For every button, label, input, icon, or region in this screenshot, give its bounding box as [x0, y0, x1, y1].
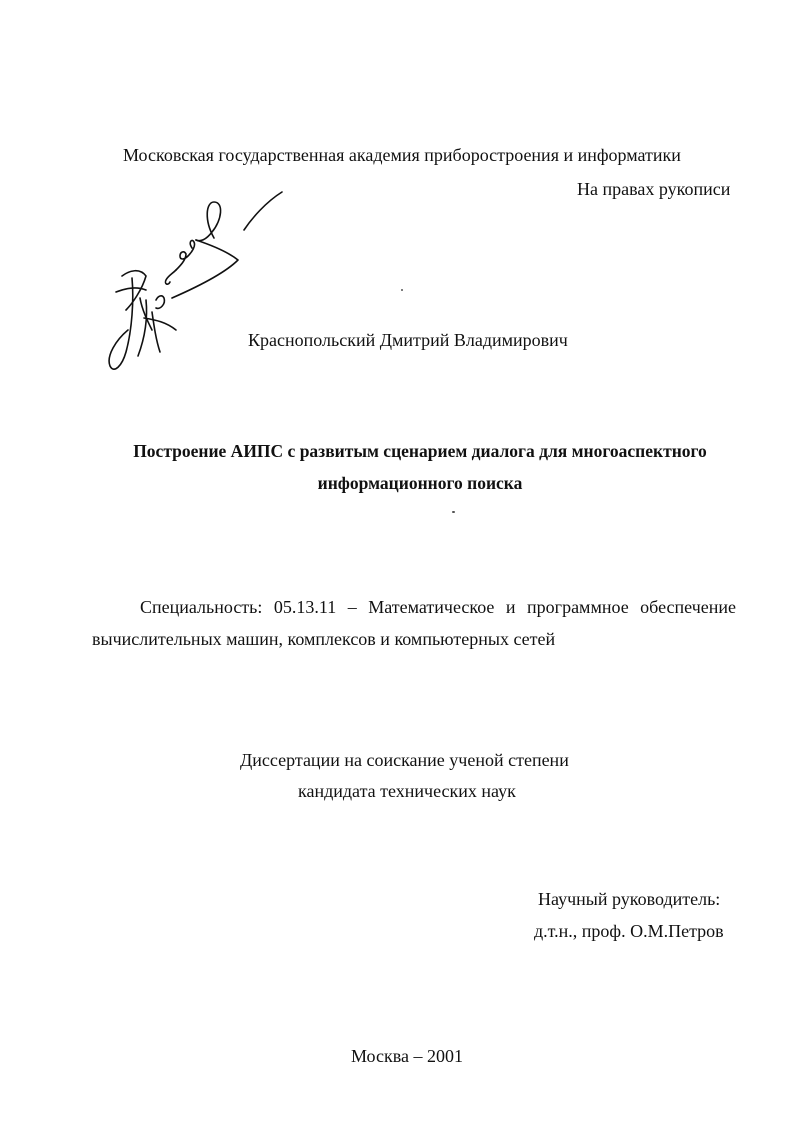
dissertation-title-line-2: информационного поиска	[317, 473, 523, 493]
city-year: Москва – 2001	[351, 1046, 463, 1066]
advisor-name: д.т.н., проф. О.М.Петров	[534, 921, 724, 941]
specialty-line-2: вычислительных машин, комплексов и компьютерных сетей	[92, 629, 556, 649]
dissertation-title-line-1: Построение АИПС с развитым сценарием диалога для многоаспектного	[133, 441, 707, 461]
author-name: Краснопольский Дмитрий Владимирович	[248, 330, 568, 350]
scan-speck	[401, 289, 403, 291]
degree-line-1: Диссертации на соискание ученой степени	[240, 750, 569, 770]
specialty-line-1: Специальность: 05.13.11 – Математическое и программное обеспечение	[140, 597, 736, 617]
advisor-label: Научный руководитель:	[538, 889, 721, 909]
degree-line-2: кандидата технических наук	[298, 781, 516, 801]
manuscript-note: На правах рукописи	[577, 179, 731, 199]
scan-speck	[452, 511, 455, 513]
institution-name: Московская государственная академия приборостроения и информатики	[123, 145, 681, 165]
